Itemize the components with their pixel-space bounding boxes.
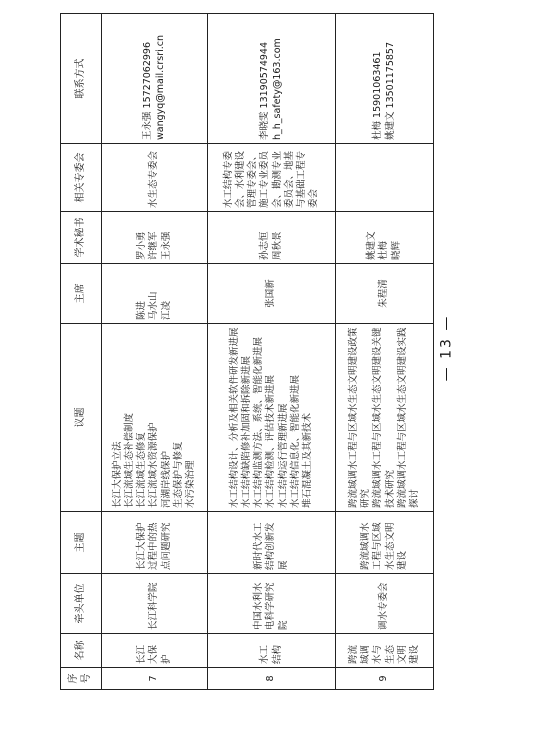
secretary-name: 晓辉 [390, 240, 402, 260]
row-chair [208, 264, 336, 324]
rotated-table-container [60, 14, 428, 690]
contact-phone: 杜梅 15901063461 [372, 51, 384, 140]
secretary-name: 姚建文 [366, 231, 378, 260]
page-number: — 13 — [438, 314, 455, 382]
topic-item: 河湖岸线保护 [160, 450, 172, 508]
contact-email: h_h_safety@163.com [271, 38, 283, 140]
row-lead-unit: 调水专委会 [336, 574, 434, 634]
header-lead-unit: 牵头单位 [61, 574, 102, 634]
row-chair [102, 264, 208, 324]
row-seq: 9 [336, 668, 434, 690]
row-committee [336, 144, 434, 212]
header-row [61, 14, 102, 690]
header-seq: 序号 [61, 668, 102, 690]
header-secretary: 学术秘书 [61, 212, 102, 264]
chair-name: 朱程清 [378, 279, 390, 308]
header-name: 名称 [61, 634, 102, 668]
row-lead-unit: 长江科学院 [102, 574, 208, 634]
row-contact [336, 14, 434, 144]
topic-item: 跨流域调水工程与区域水生态文明建设关键技术研究 [372, 327, 396, 508]
row-seq: 8 [208, 668, 336, 690]
topic-item: 水工结构运行管理新进展 [277, 403, 289, 508]
topic-item: 水污染治理 [184, 460, 196, 508]
secretary-name: 周秋景 [271, 231, 283, 260]
forum-table [60, 13, 434, 690]
header-contact: 联系方式 [61, 14, 102, 144]
secretary-name: 罗小勇 [136, 231, 148, 260]
row-committee: 水生态专委会 [102, 144, 208, 212]
secretary-name: 王永强 [160, 231, 172, 260]
chair-name: 江凌 [160, 300, 172, 320]
chair-name: 马水山 [148, 291, 160, 320]
contact-email: wangyq@mail.crsri.cn [154, 34, 166, 140]
contact-phone: 姚建文 13501175857 [384, 41, 396, 140]
row-theme: 跨流域调水工程与区域水生态文明建设 [336, 512, 434, 574]
contact-phone: 王永强 15727062996 [142, 41, 154, 140]
row-theme: 长江大保护过程中的热点问题研究 [102, 512, 208, 574]
row-lead-unit: 中国水利水电科学研究院 [208, 574, 336, 634]
header-chair: 主席 [61, 264, 102, 324]
header-topics: 议题 [61, 324, 102, 512]
topic-item: 堆石混凝土及其新技术 [301, 412, 313, 508]
topic-item: 长江大保护立法 [111, 441, 123, 508]
row-contact [208, 14, 336, 144]
topic-item: 跨流域调水工程与区域水生态文明建设实践探讨 [396, 327, 420, 508]
table-row [336, 14, 434, 690]
header-committee: 相关专委会 [61, 144, 102, 212]
topic-item: 跨流域调水工程与区域水生态文明建设政策研究 [348, 327, 372, 508]
topic-item: 水工结构设计、分析及相关软件研发新进展 [228, 327, 240, 508]
topic-item: 长江流域生态修复 [136, 431, 148, 508]
table-row [208, 14, 336, 690]
table-row [102, 14, 208, 690]
topic-item: 水工结构检测、评估技术新进展 [265, 374, 277, 508]
row-topics [336, 324, 434, 512]
topic-item: 水工结构缺陷修补加固和拆除新进展 [241, 355, 253, 508]
contact-phone: 李晓雯 13190574944 [259, 41, 271, 140]
row-chair [336, 264, 434, 324]
row-name: 长江大保护 [102, 634, 208, 668]
topic-item: 长江流域水资源保护 [148, 422, 160, 508]
row-committee: 水工结构专委会、水利建设管理专委会、施工专业委员会、勘测专业委员会、地基与基础工程专委会 [208, 144, 336, 212]
topic-item: 生态保护与修复 [172, 441, 184, 508]
chair-name: 陈进 [136, 300, 148, 320]
row-seq: 7 [102, 668, 208, 690]
row-name: 水工结构 [208, 634, 336, 668]
row-theme: 新时代水工结构创新发展 [208, 512, 336, 574]
topic-item: 水工结构监测方法、系统、智能化新进展 [253, 336, 265, 508]
secretary-name: 孙志恒 [259, 231, 271, 260]
row-name: 跨流域调水与生态文明建设 [336, 634, 434, 668]
row-contact [102, 14, 208, 144]
chair-name: 张国新 [265, 279, 277, 308]
row-secretary [336, 212, 434, 264]
secretary-name: 杜梅 [378, 240, 390, 260]
secretary-name: 许继军 [148, 231, 160, 260]
row-topics [102, 324, 208, 512]
row-secretary [102, 212, 208, 264]
row-topics [208, 324, 336, 512]
header-theme: 主题 [61, 512, 102, 574]
row-secretary [208, 212, 336, 264]
topic-item: 长江流域生态补偿制度 [124, 412, 136, 508]
topic-item: 水工结构信息化、智能化新进展 [289, 374, 301, 508]
